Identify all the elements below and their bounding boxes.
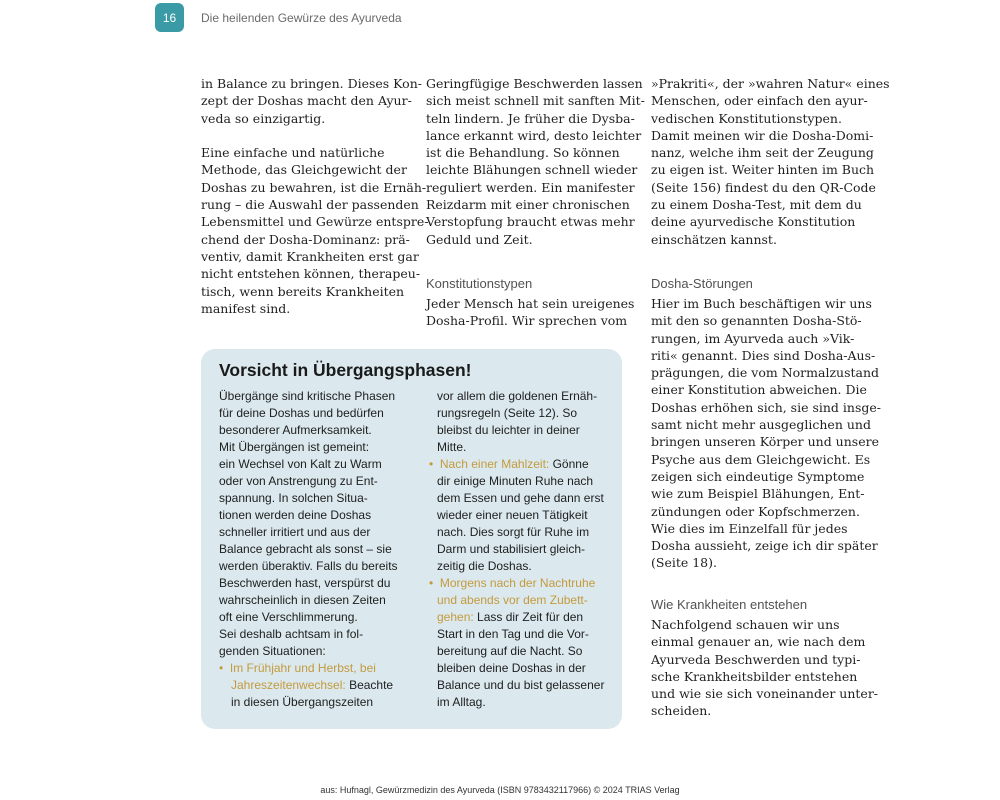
bullet-line xyxy=(219,677,398,694)
column-1 xyxy=(201,75,428,317)
bullet-line: nach. Dies sorgt für Ruhe im xyxy=(437,525,590,539)
box-text-line: bleibst du leichter in deiner xyxy=(437,423,580,437)
box-text-line: tionen werden deine Doshas xyxy=(219,508,372,522)
text-line: Geduld und Zeit. xyxy=(426,231,533,247)
bullet-marker: • xyxy=(429,576,434,590)
text-line: Damit meinen wir die Dosha-Domi- xyxy=(651,127,874,143)
text-line: Wie dies im Einzelfall für jedes xyxy=(651,520,848,536)
text-line: Doshas zu bewahren, ist die Ernäh- xyxy=(201,179,427,195)
bullet-highlight: und abends vor dem Zubett- xyxy=(437,593,588,607)
text-line: Dosha-Profil. Wir sprechen vom xyxy=(426,313,628,329)
text-line: nicht entstehen können, therapeu- xyxy=(201,266,421,282)
text-line: rung – die Auswahl der passenden xyxy=(201,197,419,213)
text-line: teln lindern. Je früher die Dysba- xyxy=(426,110,635,126)
bullet-line: Darm und stabilisiert gleich- xyxy=(437,542,586,556)
text-line: zept der Doshas macht den Ayur- xyxy=(201,93,412,109)
text-line: Hier im Buch beschäftigen wir uns xyxy=(651,296,872,311)
box-text-line: Balance gebracht als sonst – sie xyxy=(219,542,392,556)
bullet-line: dem Essen und gehe dann erst xyxy=(437,491,604,505)
text-line: mit den so genannten Dosha-Stö- xyxy=(651,313,862,329)
box-text-line: für deine Doshas und bedürfen xyxy=(219,406,384,420)
bullet-line: dir einige Minuten Ruhe nach xyxy=(437,474,594,488)
section-heading-dosha-stoerungen: Dosha-Störungen xyxy=(651,276,753,291)
page-number-badge: 16 xyxy=(155,3,184,32)
bullet-line: in diesen Übergangszeiten xyxy=(231,695,374,709)
box-text-line: oder von Anstrengung zu Ent- xyxy=(219,474,378,488)
box-text-line: spannung. In solchen Situa- xyxy=(219,491,368,505)
bullet-item-fruehjahr xyxy=(219,660,398,677)
text-line: leichte Blähungen schnell wieder xyxy=(426,162,638,178)
bullet-line: bleiben deine Doshas in der xyxy=(437,661,586,675)
text-line: Menschen, oder einfach den ayur- xyxy=(651,93,868,109)
text-line: ventiv, damit Krankheiten erst gar xyxy=(201,248,419,264)
text-line: sche Krankheitsbilder entstehen xyxy=(651,668,858,684)
bullet-highlight: Morgens nach der Nachtruhe xyxy=(439,576,596,590)
text-line: Dosha aussieht, zeige ich dir später xyxy=(651,538,878,554)
bullet-highlight: Jahreszeitenwechsel: xyxy=(231,678,346,692)
bullet-line: zeitig die Doshas. xyxy=(437,559,532,573)
bullet-text: Lass dir Zeit für den xyxy=(473,610,584,624)
box-text-line: Mitte. xyxy=(437,440,467,454)
column-3-paragraph-3 xyxy=(651,616,878,720)
column-2-paragraph-2 xyxy=(426,295,634,330)
box-text-line: Mit Übergängen ist gemeint: xyxy=(219,440,370,454)
text-line: zu eigen ist. Weiter hinten im Buch xyxy=(651,162,875,178)
text-line: einmal genauer an, wie nach dem xyxy=(651,634,866,650)
bullet-item-mahlzeit xyxy=(429,456,604,473)
text-line: Reizdarm mit einer chronischen xyxy=(426,197,630,213)
info-box-title: Vorsicht in Übergangsphasen! xyxy=(219,360,472,380)
bullet-marker: • xyxy=(429,457,434,471)
text-line: einer Konstitution abweichen. Die xyxy=(651,382,867,398)
bullet-highlight: gehen: xyxy=(437,610,474,624)
text-line: Geringfügige Beschwerden lassen xyxy=(426,76,643,91)
bullet-text: Beachte xyxy=(345,678,394,692)
box-text-line: ein Wechsel von Kalt zu Warm xyxy=(219,457,382,471)
box-text-line: genden Situationen: xyxy=(219,644,326,658)
text-line: riti« genannt. Dies sind Dosha-Aus- xyxy=(651,347,876,363)
text-line: deine ayurvedische Konstitution xyxy=(651,214,856,230)
box-text-line: Sei deshalb achtsam in fol- xyxy=(219,627,364,641)
bullet-line: bereitung auf die Nacht. So xyxy=(437,644,583,658)
text-line: samt nicht mehr ausgeglichen und xyxy=(651,417,871,433)
text-line: reguliert werden. Ein manifester xyxy=(426,179,635,195)
section-heading-konstitutionstypen: Konstitutionstypen xyxy=(426,276,533,291)
text-line: (Seite 18). xyxy=(651,555,717,571)
bullet-line: Balance und du bist gelassener xyxy=(437,678,605,692)
text-line: zeigen sich eindeutige Symptome xyxy=(651,468,865,484)
text-line: wie zum Beispiel Blähungen, Ent- xyxy=(651,486,865,502)
bullet-line xyxy=(437,592,604,609)
text-line: »Prakriti«, der »wahren Natur« eines xyxy=(651,76,890,91)
section-heading-krankheiten: Wie Krankheiten entstehen xyxy=(651,597,808,612)
text-line: Eine einfache und natürliche xyxy=(201,145,385,161)
info-box-right-column xyxy=(429,388,605,711)
box-text-line: schneller irritiert und aus der xyxy=(219,525,371,539)
column-2-paragraph xyxy=(426,75,645,248)
text-line: bringen unseren Körper und unsere xyxy=(651,434,879,450)
bullet-line: im Alltag. xyxy=(437,695,486,709)
box-text-line: Beschwerden hast, verspürst du xyxy=(219,576,391,590)
bullet-line xyxy=(437,609,604,626)
box-text-line: oft eine Verschlimmerung. xyxy=(219,610,358,624)
text-line: Lebensmittel und Gewürze entspre- xyxy=(201,214,429,230)
box-text-line: werden überaktiv. Falls du bereits xyxy=(219,559,398,573)
text-line: Nachfolgend schauen wir uns xyxy=(651,617,840,632)
bullet-highlight: Im Frühjahr und Herbst, bei xyxy=(229,661,376,675)
column-3-paragraph-2 xyxy=(651,295,881,572)
text-line: prägungen, die vom Normalzustand xyxy=(651,365,880,381)
bullet-text: Gönne xyxy=(549,457,589,471)
footer-citation: aus: Hufnagl, Gewürzmedizin des Ayurveda (ISBN 9783432117966) © 2024 TRIAS Verlag xyxy=(320,785,680,795)
text-line: vedischen Konstitutionstypen. xyxy=(651,110,842,126)
text-line: Doshas erhöhen sich, sie sind insge- xyxy=(651,399,881,415)
box-text-line: wahrscheinlich in diesen Zeiten xyxy=(219,593,386,607)
text-line: Psyche aus dem Gleichgewicht. Es xyxy=(651,451,871,467)
info-box-left-column xyxy=(219,388,398,711)
bullet-line: Start in den Tag und die Vor- xyxy=(437,627,589,641)
text-line: rungen, im Ayurveda auch »Vik- xyxy=(651,330,855,346)
bullet-line: wieder einer neuen Tätigkeit xyxy=(437,508,588,522)
text-line: tisch, wenn bereits Krankheiten xyxy=(201,283,405,299)
text-line: und wie sie sich voneinander unter- xyxy=(651,686,879,702)
text-line: lance erkannt wird, desto leichter xyxy=(426,127,642,143)
bullet-highlight: Nach einer Mahlzeit: xyxy=(439,457,550,471)
text-line: ist die Behandlung. So können xyxy=(426,145,620,161)
text-line: in Balance zu bringen. Dieses Kon- xyxy=(201,76,422,91)
box-text-line: besonderer Aufmerksamkeit. xyxy=(219,423,372,437)
text-line: nanz, welche ihm seit der Zeugung xyxy=(651,145,874,161)
text-line: veda so einzigartig. xyxy=(201,110,326,126)
text-line: scheiden. xyxy=(651,703,712,719)
text-line: Methode, das Gleichgewicht der xyxy=(201,162,407,178)
text-line: Ayurveda Beschwerden und typi- xyxy=(651,651,861,667)
text-line: chend der Dosha-Dominanz: prä- xyxy=(201,231,410,247)
bullet-item-morgens xyxy=(429,575,604,592)
bullet-marker: • xyxy=(219,661,224,675)
column-3-paragraph xyxy=(651,75,890,248)
box-text-line: vor allem die goldenen Ernäh- xyxy=(437,389,598,403)
text-line: manifest sind. xyxy=(201,300,291,316)
box-text-line: Übergänge sind kritische Phasen xyxy=(219,389,396,403)
text-line: (Seite 156) findest du den QR-Code xyxy=(651,179,876,195)
text-line: einschätzen kannst. xyxy=(651,231,777,247)
running-head: Die heilenden Gewürze des Ayurveda xyxy=(201,11,402,25)
text-line: Jeder Mensch hat sein ureigenes xyxy=(426,296,635,311)
text-line: zu einem Dosha-Test, mit dem du xyxy=(651,197,862,213)
text-line: Verstopfung braucht etwas mehr xyxy=(426,214,635,230)
text-line: sich meist schnell mit sanften Mit- xyxy=(426,93,645,109)
box-text-line: rungsregeln (Seite 12). So xyxy=(437,406,578,420)
text-line: zündungen oder Kopfschmerzen. xyxy=(651,503,860,519)
